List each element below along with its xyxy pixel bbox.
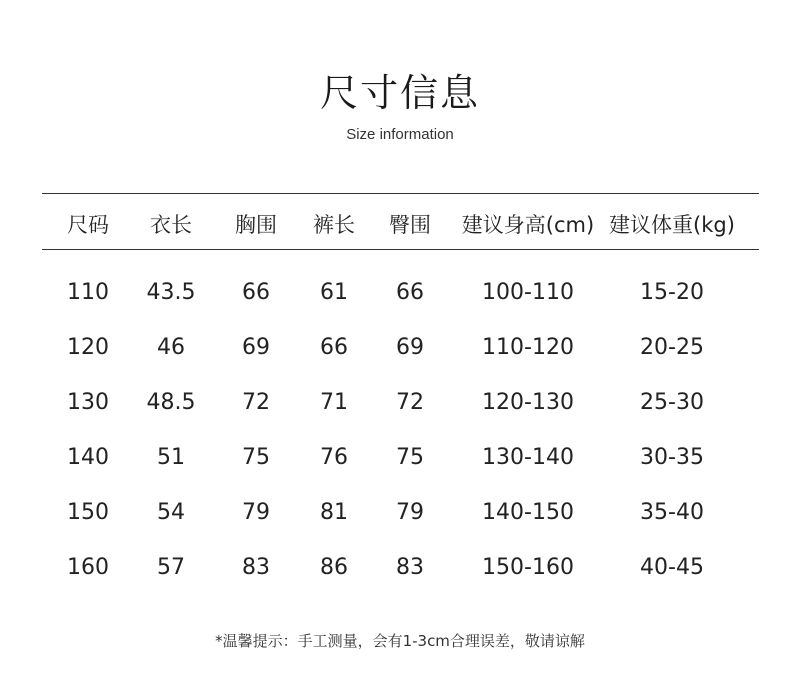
table-cell: 54 <box>157 500 185 525</box>
table-cell: 140-150 <box>482 500 574 525</box>
table-row <box>0 555 800 610</box>
table-row <box>0 280 800 335</box>
table-cell: 57 <box>157 555 185 580</box>
page-title: 尺寸信息 <box>319 71 480 115</box>
table-cell: 120-130 <box>482 390 574 415</box>
table-cell: 69 <box>242 335 270 360</box>
table-row <box>0 390 800 445</box>
table-cell: 86 <box>320 555 348 580</box>
page-subtitle: Size information <box>346 126 454 143</box>
table-cell: 69 <box>396 335 424 360</box>
table-cell: 100-110 <box>482 280 574 305</box>
measurement-note: *温馨提示：手工测量，会有1-3cm合理误差，敬请谅解 <box>215 632 585 650</box>
table-cell: 51 <box>157 445 185 470</box>
table-cell: 15-20 <box>640 280 704 305</box>
table-row <box>0 335 800 390</box>
table-cell: 79 <box>396 500 424 525</box>
table-cell: 130-140 <box>482 445 574 470</box>
table-cell: 76 <box>320 445 348 470</box>
table-cell: 75 <box>242 445 270 470</box>
table-cell: 40-45 <box>640 555 704 580</box>
table-cell: 83 <box>242 555 270 580</box>
column-header-weight: 建议体重(kg) <box>609 213 735 237</box>
table-cell: 81 <box>320 500 348 525</box>
table-cell: 110-120 <box>482 335 574 360</box>
table-cell: 48.5 <box>146 390 196 415</box>
table-cell: 30-35 <box>640 445 704 470</box>
table-cell: 66 <box>396 280 424 305</box>
table-cell: 66 <box>320 335 348 360</box>
column-header-height: 建议身高(cm) <box>461 213 595 237</box>
table-cell: 130 <box>67 390 109 415</box>
table-cell: 20-25 <box>640 335 704 360</box>
table-cell: 110 <box>67 280 109 305</box>
table-cell: 83 <box>396 555 424 580</box>
table-cell: 140 <box>67 445 109 470</box>
column-header-hip: 臀围 <box>389 213 431 237</box>
table-header-row <box>0 194 800 249</box>
table-cell: 72 <box>396 390 424 415</box>
table-cell: 120 <box>67 335 109 360</box>
table-cell: 150 <box>67 500 109 525</box>
table-cell: 160 <box>67 555 109 580</box>
table-cell: 150-160 <box>482 555 574 580</box>
column-header-chest: 胸围 <box>235 213 277 237</box>
table-row <box>0 500 800 555</box>
table-cell: 75 <box>396 445 424 470</box>
table-cell: 61 <box>320 280 348 305</box>
column-header-size: 尺码 <box>67 213 109 237</box>
table-cell: 79 <box>242 500 270 525</box>
table-cell: 43.5 <box>146 280 196 305</box>
table-cell: 25-30 <box>640 390 704 415</box>
table-cell: 66 <box>242 280 270 305</box>
table-header-rule <box>42 249 759 250</box>
table-row <box>0 445 800 500</box>
column-header-length: 衣长 <box>150 213 192 237</box>
column-header-pants-length: 裤长 <box>313 213 355 237</box>
table-cell: 71 <box>320 390 348 415</box>
table-cell: 72 <box>242 390 270 415</box>
table-cell: 35-40 <box>640 500 704 525</box>
table-cell: 46 <box>157 335 185 360</box>
